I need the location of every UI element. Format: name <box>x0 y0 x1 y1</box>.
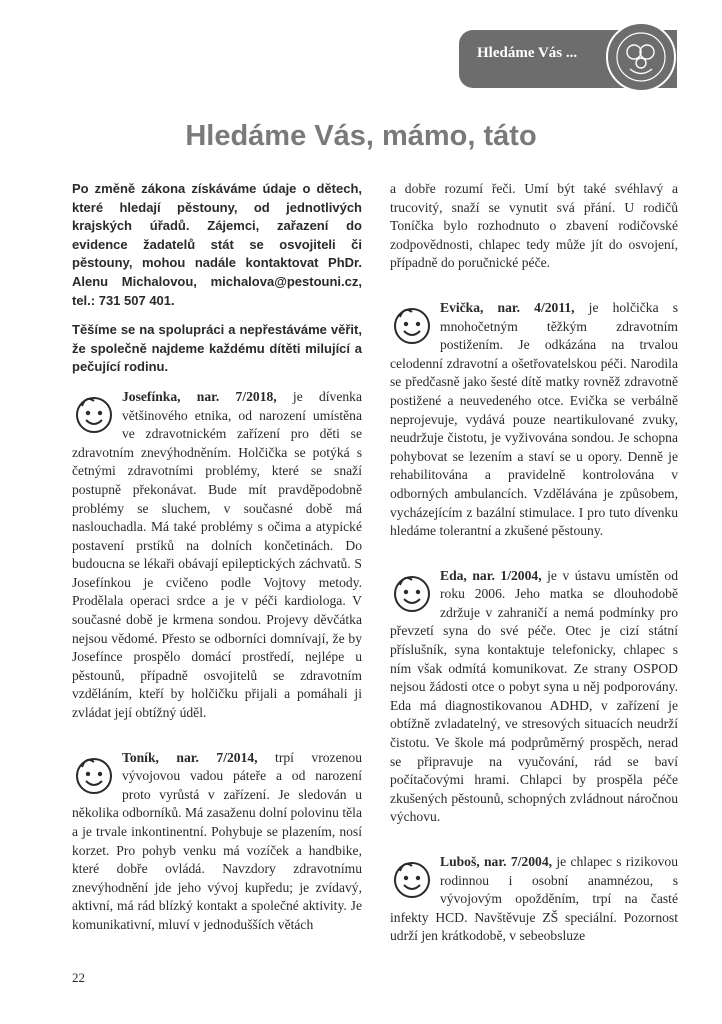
child-description: je chlapec s rizikovou rodinnou i osobní anamnézou, s vývojovým opožděním, trpí na časté infekty HCD. Navštěvuje ZŠ speciální. Pozornost udrží jen krátkodobě, v sebeobsluze <box>390 854 678 944</box>
page-title: Hledáme Vás, mámo, táto <box>185 120 537 152</box>
family-logo-icon <box>608 24 674 90</box>
child-face-icon <box>390 304 434 348</box>
child-name: Eda, nar. 1/2004, <box>440 567 542 583</box>
child-face-icon <box>390 572 434 616</box>
child-entry <box>390 299 678 541</box>
intro-closing-paragraph: Těšíme se na spolupráci a nepřestáváme věřit, že společně najdeme každému dítěti milující a pečující rodinu. <box>72 322 362 375</box>
child-entry <box>390 853 678 946</box>
association-logo <box>606 22 676 92</box>
child-name: Toník, nar. 7/2014, <box>122 749 258 765</box>
page-number: 22 <box>72 970 85 985</box>
section-header-title: Hledáme Vás ... <box>477 45 578 61</box>
child-entry <box>390 567 678 827</box>
child-face-icon <box>390 858 434 902</box>
child-name: Luboš, nar. 7/2004, <box>440 854 553 869</box>
left-column <box>72 180 362 935</box>
child-name: Evička, nar. 4/2011, <box>440 299 575 315</box>
child-description: trpí vrozenou vývojovou vadou páteře a od narození proto vyrůstá v zařízení. Je sledován u několika odborníků. Má zasaženu dolní polovinu těla a je trvale inkontinentní. Pohybuje se plazením, nosí korzet. Pro pohyb venku má vozíček a handbike, které dobře ovládá. Navzdory zdravotnímu znevýhodnění jde jeho vývoj kupředu; je zvídavý, aktivní, má rád blízký kontakt a společné aktivity. Je komunikativní, mluví v jednodušších větách <box>72 749 362 932</box>
child-description: je v ústavu umístěn od roku 2006. Jeho matka se dlouhodobě zdržuje v zahraničí a nemá podmínky pro převzetí syna do své péče. Otec je cizí státní příslušník, syna kontaktuje telefonicky, chlapec s ním však odmítá komunikovat. Ze strany OSPOD nejsou žádosti otce o pobyt syna u něj podporovány. Eda má diagnostikovanou ADHD, v zařízení je obtížně zvladatelný, ve stresových situacích neudrží čistotu. Ve škole má podprůměrný prospěch, nerad se připravuje na vyučování, rád se baví počítačovými hrami. Chlapci by prospěla péče zkušených pěstounů, schopných zvládnout náročnou výchovu. <box>390 567 678 825</box>
child-face-icon <box>72 393 116 437</box>
child-entry <box>72 749 362 935</box>
intro-paragraph: Po změně zákona získáváme údaje o dětech, které hledají pěstouny, od jednotlivých krajských úřadů. Zájemci, zařazení do evidence žadatelů stát se osvojiteli či pěstouny, mohou nadále kontaktovat PhDr. Alenu Michalovou, michalova@pestouni.cz, tel.: 731 507 401. <box>72 181 362 308</box>
child-face-icon <box>72 754 116 798</box>
child-description: je holčička s mnohočetným těžkým zdravotním postižením. Je odkázána na trvalou celodenní zdravotní a ošetřovatelskou péči. Narodila se předčasně jako šesté dítě matky rovněž zdravotně postižené a neuvedeného otce. Evička se verbálně neprojevuje, vydává pouze neartikulované zvuky, neudržuje čistotu, je vyživována sondou. Je schopna pohybovat se lezením a staví se u opory. Denně je rehabilitována a pravidelně kontrolována v odborných ambulancích. Vzdělávána je způsobem, vycházejícím z bazální stimulace. I pro tuto dívenku hledáme tolerantní a zkušené pěstouny. <box>390 299 679 539</box>
right-column <box>390 180 678 946</box>
child-name: Josefínka, nar. 7/2018, <box>122 388 277 404</box>
child-description: je dívenka většinového etnika, od narození umístěna ve zdravotnickém zařízení pro děti se zdravotním znevýhodněním. Holčička se potýká s četnými zdravotními problémy, které se snaží postupně překonávat. Bude mít pravděpodobně problémy se sluchem, v současné době má naslouchadla. Má také problémy s očima a atypické postavení prstíků na dolních končetinách. Do budoucna se lékaři obávají epileptických záchvatů. S Josefínkou je cvičeno podle Vojtovy metody. Prodělala operaci srdce a je v péči kardiologa. V současné době je krmena sondou. Projevy děvčátka nejsou vědomé. Přesto se odborníci domnívají, že by Josefínce prospělo domácí prostředí, nejlépe u pěstounů, případně osvojitelů se zdravotním vzděláním, kteří by holčičku přijali a pomáhali ji zvládat její obtížný úděl. <box>72 388 362 721</box>
child-description-continued: a dobře rozumí řeči. Umí být také svéhlavý a trucovitý, snaží se vynutit svá přání. U rodičů Toníčka bylo rozhodnuto o zbavení rodičovské zodpovědnosti, chlapec tedy může jít do osvojení, případně do poručnické péče. <box>390 181 678 271</box>
child-entry <box>72 388 362 723</box>
